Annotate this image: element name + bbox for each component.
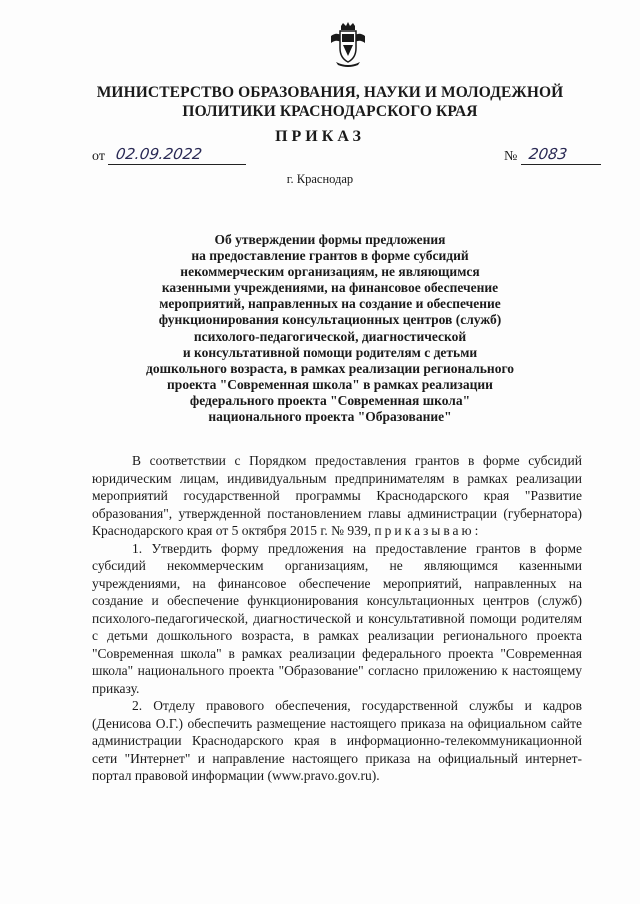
subject-line: национального проекта "Образование" bbox=[208, 409, 452, 425]
subject-line: Об утверждении формы предложения bbox=[214, 232, 446, 247]
subject-line: казенными учреждениями, на финансовое обеспечение bbox=[161, 280, 499, 296]
date-handwritten: 02.09.2022 bbox=[115, 145, 204, 163]
subject-line: проекта "Современная школа" в рамках реализации bbox=[167, 376, 493, 392]
ministry-name-line1: МИНИСТЕРСТВО ОБРАЗОВАНИЯ, НАУКИ И МОЛОДЕЖНОЙ bbox=[96, 84, 564, 101]
subject-line: функционирования консультационных центров (служб) bbox=[158, 312, 502, 328]
number-line bbox=[521, 145, 601, 165]
subject-line: мероприятий, направленных на создание и обеспечение bbox=[159, 296, 501, 312]
subject-line: психолого-педагогической, диагностической bbox=[193, 328, 467, 344]
intro-paragraph bbox=[92, 452, 582, 540]
document-type-title: ПРИКАЗ bbox=[275, 128, 365, 145]
subject-line: на предоставление грантов в форме субсидий bbox=[191, 248, 469, 264]
subject-line: некоммерческим организациям, не являющимся bbox=[180, 264, 480, 280]
ministry-name bbox=[90, 83, 570, 121]
subject-line: дошкольного возраста, в рамках реализации регионального bbox=[146, 360, 514, 376]
date-prefix: от bbox=[92, 149, 105, 164]
subject-line: федерального проекта "Современная школа" bbox=[189, 392, 471, 408]
number-handwritten: 2083 bbox=[527, 145, 569, 163]
number-prefix: № bbox=[504, 149, 518, 164]
order-subject bbox=[120, 232, 540, 425]
date-field bbox=[92, 145, 246, 165]
subject-line: и консультативной помощи родителям с детьми bbox=[182, 344, 478, 360]
coat-of-arms-icon bbox=[328, 22, 368, 68]
date-line bbox=[108, 145, 246, 165]
ministry-name-line2: ПОЛИТИКИ КРАСНОДАРСКОГО КРАЯ bbox=[182, 103, 478, 120]
item-1-paragraph: 1. Утвердить форму предложения на предоставление грантов в форме субсидий некоммерческим организациям, не являющимся казенными учреждениями, на финансовое обеспечение мероприятий, направленных на создание и обеспечение функционирования консультационных центров (служб) психолого-педагогической, диагностической и консультативной помощи родителям с детьми дошкольного возраста, в рамках реализации регионального проекта "Современная школа" в рамках реализации федерального проекта "Современная школа" национального проекта "Образование" согласно приложению к настоящему приказу. bbox=[92, 540, 582, 696]
city-label: г. Краснодар bbox=[286, 172, 354, 186]
intro-text: В соответствии с Порядком предоставления грантов в форме субсидий юридическим лицам, индивидуальным предпринимателям в рамках реализации мероприятий государственной программы Краснодарского края "Развитие образования", утвержденной постановлением главы администрации (губернатора) Краснодарского края от 5 октября 2015 г. № 939, bbox=[92, 453, 582, 538]
decree-word: приказываю: bbox=[374, 523, 482, 538]
order-body bbox=[92, 452, 582, 785]
item-2-paragraph: 2. Отделу правового обеспечения, государственной службы и кадров (Денисова О.Г.) обеспечить размещение настоящего приказа на официальном сайте администрации Краснодарского края в информационно-телекоммуникационной сети "Интернет" и направление настоящего приказа на официальный интернет-портал правовой информации (www.pravo.gov.ru). bbox=[92, 698, 582, 783]
number-field bbox=[504, 145, 601, 165]
